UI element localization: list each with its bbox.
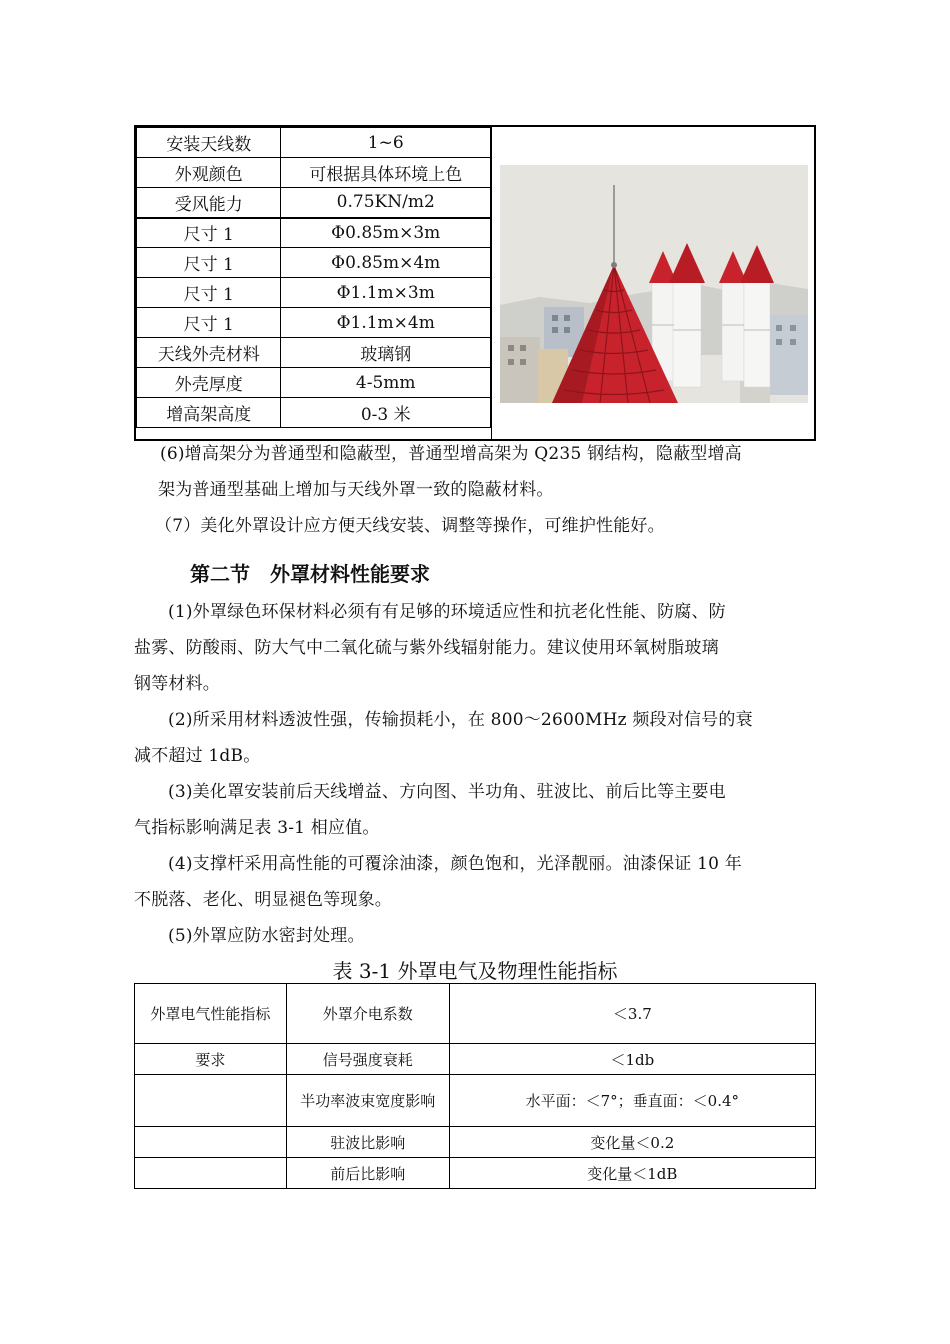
spec-row xyxy=(137,218,491,248)
text-line: (4)支撑杆采用高性能的可覆涂油漆，颜色饱和，光泽靓丽。油漆保证 10 年 xyxy=(168,854,742,874)
para-7 xyxy=(155,508,805,544)
para-4 xyxy=(134,846,804,918)
spec-key: 增高架高度 xyxy=(137,398,281,428)
spec-value: 1~6 xyxy=(281,128,491,158)
text-line: (3)美化罩安装前后天线增益、方向图、半功角、驻波比、前后比等主要电 xyxy=(168,782,726,802)
spec-key: 天线外壳材料 xyxy=(137,338,281,368)
text-line: 不脱落、老化、明显褪色等现象。 xyxy=(134,890,392,910)
table-row xyxy=(135,1075,816,1127)
table-cell: 信号强度衰耗 xyxy=(286,1044,449,1075)
section-heading: 第二节 外罩材料性能要求 xyxy=(190,562,430,586)
table-cell xyxy=(135,1075,287,1127)
spec-key: 外观颜色 xyxy=(137,158,281,188)
text-line: 气指标影响满足表 3-1 相应值。 xyxy=(134,818,380,838)
spec-table xyxy=(136,127,491,428)
spec-value: Φ0.85m×4m xyxy=(281,248,491,278)
spec-row xyxy=(137,158,491,188)
text-line: 盐雾、防酸雨、防大气中二氧化硫与紫外线辐射能力。建议使用环氧树脂玻璃 xyxy=(134,638,719,658)
para-1 xyxy=(134,594,804,702)
spec-value: Φ1.1m×3m xyxy=(281,278,491,308)
spec-row xyxy=(137,248,491,278)
performance-table xyxy=(134,983,816,1189)
table-cell: 驻波比影响 xyxy=(286,1127,449,1158)
spec-table-container xyxy=(134,125,816,441)
spec-row xyxy=(137,308,491,338)
table-row xyxy=(135,1127,816,1158)
photo-cell xyxy=(491,127,817,439)
spec-key: 安装天线数 xyxy=(137,128,281,158)
para-6 xyxy=(160,436,810,472)
spec-value: 可根据具体环境上色 xyxy=(281,158,491,188)
table-cell: ＜3.7 xyxy=(449,984,815,1044)
table-cell: 要求 xyxy=(135,1044,287,1075)
table-cell: 水平面：＜7°；垂直面：＜0.4° xyxy=(449,1075,815,1127)
text-line: (2)所采用材料透波性强，传输损耗小，在 800～2600MHz 频段对信号的衰 xyxy=(168,710,753,730)
spec-value: Φ0.85m×3m xyxy=(281,218,491,248)
spec-key: 尺寸 1 xyxy=(137,278,281,308)
table-cell: 变化量＜1dB xyxy=(449,1158,815,1189)
spec-key: 尺寸 1 xyxy=(137,218,281,248)
table-cell xyxy=(135,1158,287,1189)
text-line: (5)外罩应防水密封处理。 xyxy=(168,926,365,946)
para-3 xyxy=(134,774,804,846)
spec-row xyxy=(137,278,491,308)
spec-row xyxy=(137,188,491,218)
spec-row xyxy=(137,338,491,368)
spec-value: Φ1.1m×4m xyxy=(281,308,491,338)
table-cell: 前后比影响 xyxy=(286,1158,449,1189)
table-cell xyxy=(135,1127,287,1158)
table-row xyxy=(135,984,816,1044)
para-6-cont xyxy=(158,472,808,508)
table-cell: 外罩电气性能指标 xyxy=(135,984,287,1044)
spec-key: 受风能力 xyxy=(137,188,281,218)
spec-key: 尺寸 1 xyxy=(137,248,281,278)
spec-value: 0.75KN/m2 xyxy=(281,188,491,218)
spec-key: 外壳厚度 xyxy=(137,368,281,398)
table-caption: 表 3-1 外罩电气及物理性能指标 xyxy=(332,959,618,983)
spec-value: 玻璃钢 xyxy=(281,338,491,368)
spec-row xyxy=(137,368,491,398)
text-line: (1)外罩绿色环保材料必须有有足够的环境适应性和抗老化性能、防腐、防 xyxy=(168,602,726,622)
table-cell: 半功率波束宽度影响 xyxy=(286,1075,449,1127)
spec-key: 尺寸 1 xyxy=(137,308,281,338)
antenna-cover-photo xyxy=(500,165,808,403)
table-row xyxy=(135,1158,816,1189)
text-line: 架为普通型基础上增加与天线外罩一致的隐蔽材料。 xyxy=(158,480,554,500)
para-2 xyxy=(134,702,804,774)
para-5 xyxy=(134,918,804,954)
table-cell: ＜1db xyxy=(449,1044,815,1075)
text-line: 减不超过 1dB。 xyxy=(134,746,261,766)
table-cell: 变化量＜0.2 xyxy=(449,1127,815,1158)
spec-value: 0-3 米 xyxy=(281,398,491,428)
spec-row xyxy=(137,128,491,158)
text-line: (6)增高架分为普通型和隐蔽型，普通型增高架为 Q235 钢结构，隐蔽型增高 xyxy=(160,444,742,464)
text-line: 钢等材料。 xyxy=(134,674,220,694)
table-cell: 外罩介电系数 xyxy=(286,984,449,1044)
table-row xyxy=(135,1044,816,1075)
spec-row xyxy=(137,398,491,428)
spec-value: 4-5mm xyxy=(281,368,491,398)
text-line: （7）美化外罩设计应方便天线安装、调整等操作，可维护性能好。 xyxy=(155,516,665,536)
